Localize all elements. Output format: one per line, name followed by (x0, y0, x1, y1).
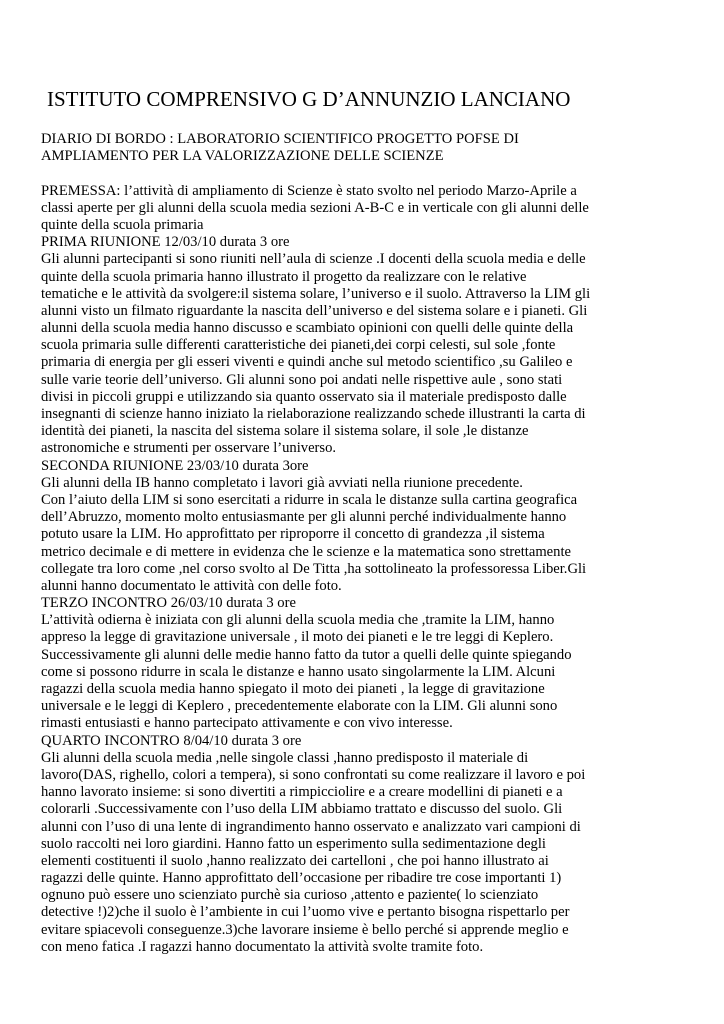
paragraph-line: astronomiche e strumenti per osservare l’universo. (41, 440, 337, 457)
paragraph-line: Successivamente gli alunni delle medie hanno fatto da tutor a quelli delle quinte spiegando (41, 646, 572, 663)
paragraph-line: dell’Abruzzo, momento molto entusiasmante per gli alunni perché individualmente hanno (41, 509, 567, 526)
paragraph-line: alunni della scuola media hanno discusso e scambiato opinioni con quelli delle quinte della (41, 320, 574, 337)
premessa-line: PREMESSA: l’attività di ampliamento di Scienze è stato svolto nel periodo Marzo-Aprile a (41, 182, 577, 199)
paragraph-line: primaria di energia per gli esseri viventi e quindi anche sul metodo scientifico ,su Galileo e (41, 354, 573, 371)
paragraph-line: con meno fatica .I ragazzi hanno documentato la attività svolte tramite foto. (41, 938, 484, 955)
paragraph-line: detective !)2)che il suolo è l’ambiente in cui l’uomo vive e pertanto bisogna rispettarlo per (41, 904, 570, 921)
spacer (41, 165, 590, 182)
paragraph-line: universale e le leggi di Keplero , precedentemente elaborate con la LIM. Gli alunni sono (41, 698, 558, 715)
paragraph-line: metrico decimale e di mettere in evidenza che le scienze e la matematica sono strettamente (41, 543, 571, 560)
premessa-line: classi aperte per gli alunni della scuola media sezioni A-B-C e in verticale con gli alunni delle (41, 199, 589, 216)
paragraph-line: Gli alunni della IB hanno completato i lavori già avviati nella riunione precedente. (41, 474, 523, 491)
paragraph-line: potuto usare la LIM. Ho approfittato per riproporre il concetto di grandezza ,il sistema (41, 526, 545, 543)
paragraph-line: elementi costituenti il suolo ,hanno realizzato dei cartelloni , che poi hanno illustrato ai (41, 852, 549, 869)
paragraph-line: identità dei pianeti, la nascita del sistema solare il sistema solare, il sole ,le distanze (41, 423, 529, 440)
paragraph-line: Con l’aiuto della LIM si sono esercitati a ridurre in scala le distanze sulla cartina geografica (41, 491, 578, 508)
paragraph-line: rimasti entusiasti e hanno partecipato attivamente e con vivo interesse. (41, 715, 453, 732)
paragraph-line: collegate tra loro come ,nel corso svolto al De Titta ,ha sottolineato la professoressa Liber.Gli (41, 560, 587, 577)
document-body (41, 131, 590, 956)
paragraph-line: scuola primaria sulle differenti caratteristiche dei pianeti,dei corpi celesti, sul sole ,fonte (41, 337, 556, 354)
section-heading-prima-riunione: PRIMA RIUNIONE 12/03/10 durata 3 ore (41, 234, 290, 251)
premessa-line: quinte della scuola primaria (41, 216, 204, 233)
document-title: ISTITUTO COMPRENSIVO G D’ANNUNZIO LANCIANO (47, 87, 571, 111)
section-heading-seconda-riunione: SECONDA RIUNIONE 23/03/10 durata 3ore (41, 457, 309, 474)
paragraph-line: appreso la legge di gravitazione universale , il moto dei pianeti e le tre leggi di Keplero. (41, 629, 554, 646)
paragraph-line: insegnanti di scienze hanno iniziato la rielaborazione realizzando schede illustranti la carta di (41, 406, 586, 422)
paragraph-line: Gli alunni della scuola media ,nelle singole classi ,hanno predisposto il materiale di (41, 749, 529, 766)
paragraph-line: ragazzi delle quinte. Hanno approfittato dell’occasione per ribadire tre cose importanti 1) (41, 870, 562, 887)
heading-line: AMPLIAMENTO PER LA VALORIZZAZIONE DELLE SCIENZE (41, 148, 444, 165)
paragraph-line: evitare spiacevoli conseguenze.3)che lavorare insieme è bello perché si apprende meglio e (41, 921, 569, 938)
paragraph-line: alunni visto un filmato riguardante la nascita dell’universo e del sistema solare e i pianeti. Gli (41, 302, 588, 319)
paragraph-line: divisi in piccoli gruppi e utilizzando sia quanto osservato sia il materiale predisposto dalle (41, 388, 567, 405)
paragraph-line: Gli alunni partecipanti si sono riuniti nell’aula di scienze .I docenti della scuola media e delle (41, 251, 586, 268)
paragraph-line: hanno lavorato insieme: si sono divertiti a rimpicciolire e a creare modellini di pianeti e a (41, 784, 563, 801)
paragraph-line: alunni hanno documentato le attività con delle foto. (41, 577, 342, 594)
paragraph-line: lavoro(DAS, righello, colori a tempera), si sono confrontati su come realizzare il lavoro e poi (41, 766, 586, 783)
paragraph-line: quinte della scuola primaria hanno illustrato il progetto da realizzare con le relative (41, 268, 527, 285)
paragraph-line: come si possono ridurre in scala le distanze e hanno usato singolarmente la LIM. Alcuni (41, 663, 556, 680)
paragraph-line: colorarli .Successivamente con l’uso della LIM abbiamo trattato e discusso del suolo. Gli (41, 801, 563, 818)
paragraph-line: alunni con l’uso di una lente di ingrandimento hanno osservato e analizzato vari campioni di (41, 818, 581, 835)
paragraph-line: sulle varie teorie dell’universo. Gli alunni sono poi andati nelle rispettive aule , sono stati (41, 371, 563, 388)
paragraph-line: tematiche e le attività da svolgere:il sistema solare, l’universo e il suolo. Attraverso la LIM gli (41, 285, 591, 302)
paragraph-line: suolo raccolti nei loro giardini. Hanno fatto un esperimento sulla sedimentazione degli (41, 835, 546, 852)
section-heading-quarto-incontro: QUARTO INCONTRO 8/04/10 durata 3 ore (41, 732, 302, 749)
paragraph-line: ognuno può essere uno scienziato purchè sia curioso ,attento e paziente( lo scienziato (41, 887, 539, 904)
paragraph-line: L’attività odierna è iniziata con gli alunni della scuola media che ,tramite la LIM, hanno (41, 612, 555, 629)
section-heading-terzo-incontro: TERZO INCONTRO 26/03/10 durata 3 ore (41, 595, 296, 612)
heading-line: DIARIO DI BORDO : LABORATORIO SCIENTIFICO PROGETTO POFSE DI (41, 131, 519, 147)
paragraph-line: ragazzi della scuola media hanno spiegato il moto dei pianeti , la legge di gravitazione (41, 681, 545, 697)
